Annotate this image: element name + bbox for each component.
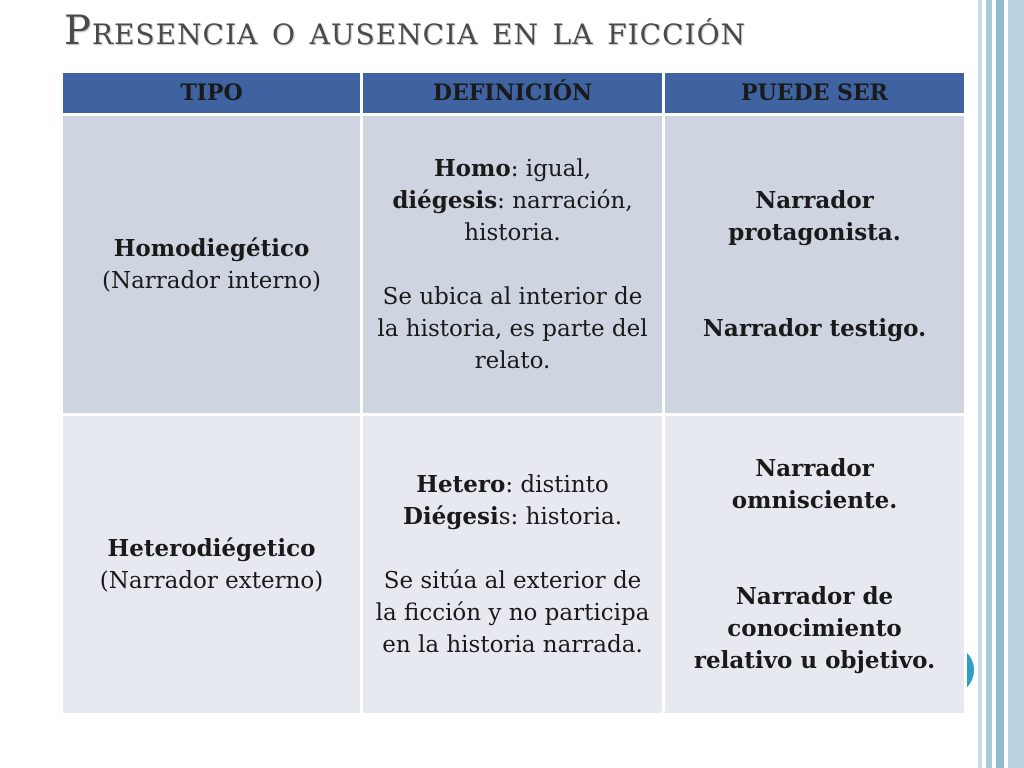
cell-tipo	[62, 115, 362, 415]
def-meaning: : igual,	[510, 155, 592, 182]
table-header-row	[62, 72, 966, 115]
def-meaning: s: historia.	[498, 503, 623, 530]
cell-tipo	[62, 415, 362, 715]
def-description: Se ubica al interior de la historia, es parte del relato.	[377, 283, 648, 374]
narrator-kind: Narrador omnisciente.	[731, 454, 898, 514]
header-definicion: DEFINICIÓN	[362, 72, 664, 115]
def-term: Hetero	[416, 470, 506, 498]
narrator-kind: Narrador testigo.	[702, 314, 927, 342]
tipo-sub: (Narrador interno)	[101, 267, 322, 294]
header-puede-ser: PUEDE SER	[664, 72, 966, 115]
tipo-name: Homodiegético	[113, 234, 310, 262]
header-tipo: TIPO	[62, 72, 362, 115]
table-row	[62, 415, 966, 715]
table-row	[62, 115, 966, 415]
def-term: diégesis	[392, 186, 498, 214]
def-term: Diégesi	[402, 502, 499, 530]
def-meaning: : distinto	[505, 471, 609, 498]
narrator-kind: Narrador de conocimiento relativo u objetivo.	[693, 582, 936, 674]
page-title: Presencia o ausencia en la ficción	[64, 8, 747, 54]
decorative-side-stripes	[978, 0, 1024, 768]
tipo-sub: (Narrador externo)	[99, 567, 324, 594]
narrator-kind: Narrador protagonista.	[728, 186, 901, 246]
def-description: Se sitúa al exterior de la ficción y no participa en la historia narrada.	[375, 567, 650, 658]
def-meaning: : narración, historia.	[464, 187, 633, 246]
cell-definicion	[362, 415, 664, 715]
cell-definicion	[362, 115, 664, 415]
cell-puede-ser	[664, 415, 966, 715]
tipo-name: Heterodiégetico	[107, 534, 316, 562]
def-term: Homo	[433, 154, 511, 182]
cell-puede-ser	[664, 115, 966, 415]
narrator-table	[60, 70, 967, 716]
